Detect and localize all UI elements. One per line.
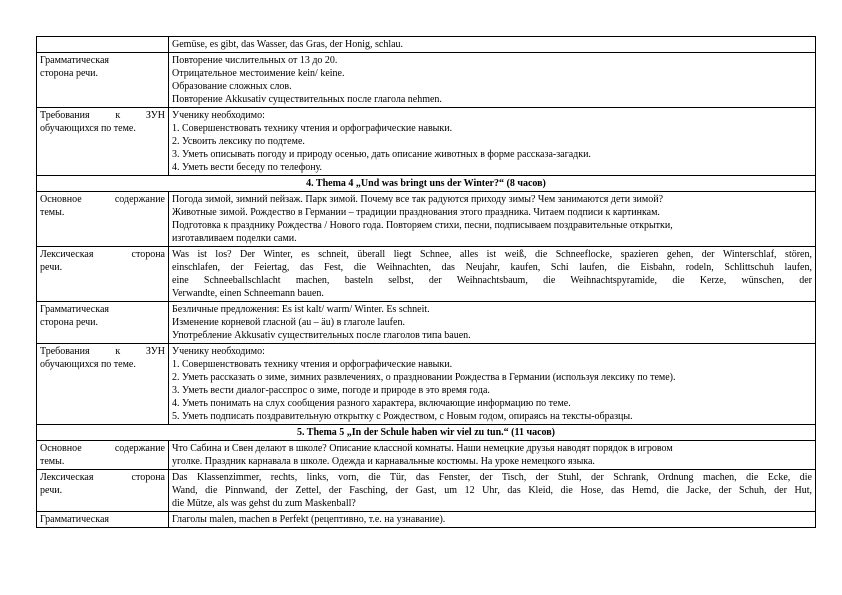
- content-line: 4. Уметь понимать на слух сообщения разного характера, включающие информацию по теме.: [172, 398, 571, 409]
- label-cell: [37, 302, 169, 344]
- label-cell: [37, 37, 169, 53]
- label-line: сторона речи.: [40, 317, 99, 328]
- content-cell: [169, 441, 816, 470]
- content-line: 3. Уметь описывать погоду и природу осенью, дать описание животных в форме рассказа-загадки.: [172, 149, 591, 160]
- content-cell: [169, 512, 816, 528]
- content-line: 2. Усвоить лексику по подтеме.: [172, 136, 305, 147]
- table-row: [37, 302, 816, 344]
- label-cell: [37, 192, 169, 247]
- content-cell: [169, 192, 816, 247]
- table-row: [37, 441, 816, 470]
- content-line: 5. Уметь подписать поздравительную открытку с Рождеством, с Новым годом, опираясь на тексты-образцы.: [172, 411, 633, 422]
- content-line: Verwandte, einen Schneemann bauen.: [172, 288, 324, 299]
- label-line: сторона речи.: [40, 68, 99, 79]
- label-cell: [37, 470, 169, 512]
- content-line: Ученику необходимо:: [172, 346, 265, 357]
- content-cell: [169, 37, 816, 53]
- label-line: речи.: [40, 262, 63, 273]
- content-line: Подготовка к празднику Рождества / Нового года. Повторяем стихи, песни, подписываем поздравительные открытки,: [172, 220, 673, 231]
- content-line: 1. Совершенствовать технику чтения и орфографические навыки.: [172, 359, 453, 370]
- content-line: уголке. Праздник карнавала в школе. Одежда и карнавальные костюмы. На уроке немецкого языка.: [172, 456, 595, 467]
- label-line: Требования к ЗУН: [40, 110, 165, 121]
- content-line: Погода зимой, зимний пейзаж. Парк зимой. Почему все так радуются приходу зимы? Чем занимаются дети зимой?: [172, 194, 664, 205]
- content-line: Wand, die Pinnwand, der Zettel, der Fasching, der Gast, um 12 Uhr, das Kleid, die Hose, das Hemd, die Jacke, der Schuh, der Hut,: [172, 485, 812, 496]
- table-row: [37, 53, 816, 108]
- table-row: [37, 470, 816, 512]
- content-cell: [169, 344, 816, 425]
- label-line: Грамматическая: [40, 55, 109, 66]
- content-line: Das Klassenzimmer, rechts, links, vorn, die Tür, das Fenster, der Tisch, der Stuhl, der Schrank, Ordnung machen, die Ecke, die: [172, 472, 812, 483]
- content-cell: [169, 53, 816, 108]
- section-heading: 5. Thema 5 „In der Schule haben wir viel zu tun.“ (11 часов): [37, 425, 816, 441]
- label-line: обучающихся по теме.: [40, 359, 136, 370]
- content-cell: [169, 108, 816, 176]
- content-line: einschlafen, der Feiertag, das Fest, die Weihnachten, das Neujahr, kaufen, Schi laufen, die Eisbahn, rodeln, Schlittschuh laufen,: [172, 262, 812, 273]
- label-cell: [37, 512, 169, 528]
- content-line: Глаголы malen, machen в Perfekt (рецептивно, т.е. на узнавание).: [172, 514, 446, 525]
- content-line: Безличные предложения: Es ist kalt/ warm/ Winter. Es schneit.: [172, 304, 430, 315]
- content-line: изготавливаем поделки сами.: [172, 233, 297, 244]
- label-line: Лексическая сторона: [40, 472, 165, 483]
- section-heading-row: [37, 176, 816, 192]
- label-line: Грамматическая: [40, 514, 109, 525]
- label-line: речи.: [40, 485, 63, 496]
- section-heading: 4. Thema 4 „Und was bringt uns der Winter?“ (8 часов): [37, 176, 816, 192]
- content-cell: [169, 247, 816, 302]
- content-line: Изменение корневой гласной (au – äu) в глаголе laufen.: [172, 317, 405, 328]
- content-line: Ученику необходимо:: [172, 110, 265, 121]
- table-row: [37, 247, 816, 302]
- label-line: Основное содержание: [40, 194, 165, 205]
- label-line: обучающихся по теме.: [40, 123, 136, 134]
- label-cell: [37, 441, 169, 470]
- label-cell: [37, 53, 169, 108]
- content-line: Повторение числительных от 13 до 20.: [172, 55, 338, 66]
- content-line: 3. Уметь вести диалог-расспрос о зиме, погоде и природе в это время года.: [172, 385, 490, 396]
- content-line: 2. Уметь рассказать о зиме, зимних развлечениях, о праздновании Рождества в Германии (используя лексику по теме).: [172, 372, 676, 383]
- label-line: Грамматическая: [40, 304, 109, 315]
- table-row: [37, 344, 816, 425]
- content-line: Gemüse, es gibt, das Wasser, das Gras, der Honig, schlau.: [172, 39, 404, 50]
- label-line: Лексическая сторона: [40, 249, 165, 260]
- content-line: Отрицательное местоимение kein/ keine.: [172, 68, 345, 79]
- table-row: [37, 192, 816, 247]
- content-cell: [169, 470, 816, 512]
- table-row: [37, 37, 816, 53]
- content-line: Что Сабина и Свен делают в школе? Описание классной комнаты. Наши немецкие друзья наводят порядок в игровом: [172, 443, 673, 454]
- content-line: Употребление Akkusativ существительных после глаголов типа bauen.: [172, 330, 471, 341]
- table-row: [37, 108, 816, 176]
- label-line: Требования к ЗУН: [40, 346, 165, 357]
- label-cell: [37, 247, 169, 302]
- content-line: 4. Уметь вести беседу по телефону.: [172, 162, 323, 173]
- section-heading-row: [37, 425, 816, 441]
- content-cell: [169, 302, 816, 344]
- content-line: Was ist los? Der Winter, es schneit, überall liegt Schnee, alles ist weiß, die Schneeflocke, spazieren gehen, der Winterschlaf, stören,: [172, 249, 812, 260]
- content-line: Животные зимой. Рождество в Германии – традиции празднования этого праздника. Читаем подписи к картинкам.: [172, 207, 660, 218]
- label-cell: [37, 108, 169, 176]
- content-line: 1. Совершенствовать технику чтения и орфографические навыки.: [172, 123, 453, 134]
- content-line: die Mütze, als was gehst du zum Maskenball?: [172, 498, 356, 509]
- table-row: [37, 512, 816, 528]
- content-line: Повторение Akkusativ существительных после глагола nehmen.: [172, 94, 442, 105]
- label-line: темы.: [40, 456, 65, 467]
- label-cell: [37, 344, 169, 425]
- curriculum-table: [36, 36, 816, 528]
- content-line: Образование сложных слов.: [172, 81, 292, 92]
- content-line: eine Schneeballschlacht machen, basteln selbst, der Weihnachtsbaum, die Weihnachtspyramide, die Kerze, wünschen, der: [172, 275, 812, 286]
- label-line: темы.: [40, 207, 65, 218]
- label-line: Основное содержание: [40, 443, 165, 454]
